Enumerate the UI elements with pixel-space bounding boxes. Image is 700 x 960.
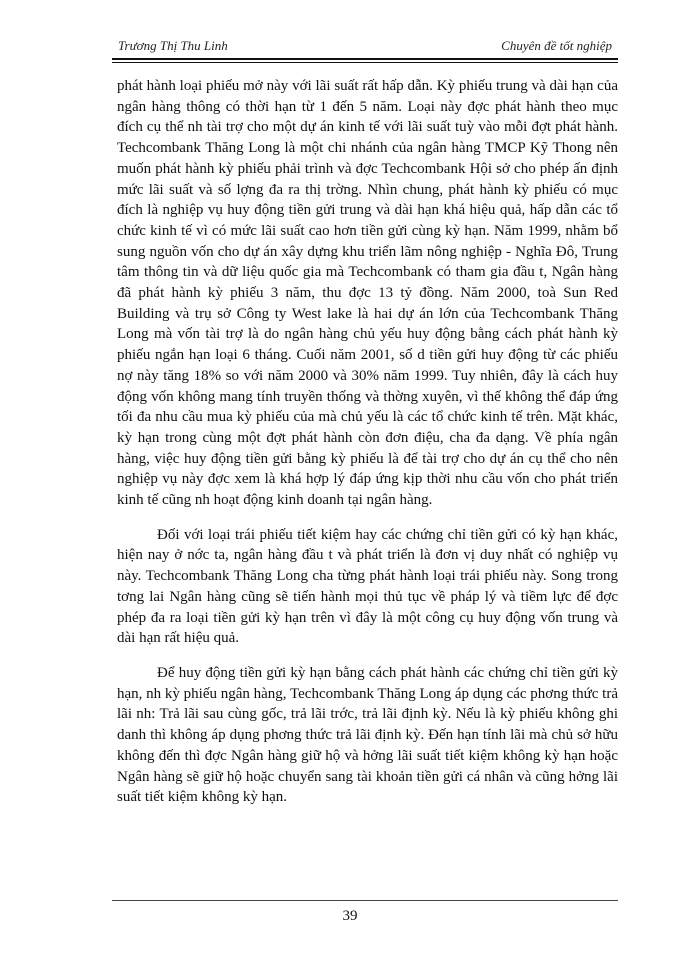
header-rule-thin [112, 62, 618, 63]
page-number: 39 [342, 908, 358, 924]
paragraph-2: Đối với loại trái phiếu tiết kiệm hay các chứng chỉ tiền gửi có kỳ hạn khác, hiện nay ở nớc ta, ngân hàng đầu t và phát triển là đơn vị duy nhất có nghiệp vụ này. Techcombank Thăng Long cha từng phát hành loại trái phiếu này. Song trong tơng lai Ngân hàng cũng sẽ tiến hành mọi thủ tục về pháp lý và tiềm lực để đợc phép đa ra loại tiền gửi kỳ hạn trên vì đây là một công cụ huy động vốn trung và dài hạn rất hiệu quả. [117, 526, 618, 647]
paragraph-3: Để huy động tiền gửi kỳ hạn bằng cách phát hành các chứng chỉ tiền gửi kỳ hạn, nh kỳ phiếu ngân hàng, Techcombank Thăng Long áp dụng các phơng thức trả lãi nh: Trả lãi sau cùng gốc, trả lãi trớc, trả lãi định kỳ. Nếu là kỳ phiếu không ghi danh thì không áp dụng phơng thức trả lãi định kỳ. Đến hạn tính lãi mà chủ sở hữu không đến thì đợc Ngân hàng giữ hộ và hởng lãi suất tiết kiệm không kỳ hạn hoặc Ngân hàng sẽ giữ hộ hoặc chuyển sang tài khoản tiền gửi cá nhân và cũng hởng lãi suất tiết kiệm không kỳ hạn. [117, 664, 618, 806]
header-rule-thick [112, 58, 618, 60]
footer-rule [112, 900, 618, 901]
header-document-type: Chuyên đề tốt nghiệp [501, 38, 612, 53]
paragraph-1: phát hành loại phiếu mở này với lãi suất rất hấp dẫn. Kỳ phiếu trung và dài hạn của ngân hàng thông có thời hạn từ 1 đến 5 năm. Loại này đợc phát hành theo mục đích cụ thể nh tài trợ cho một dự án kinh tế với lãi suất tuỳ vào mỗi đợt phát hành. Techcombank Thăng Long là một chi nhánh của ngân hàng TMCP Kỹ Thong nên muốn phát hành kỳ phiếu phải trình và đợc Techcombank Hội sở cho phép ấn định mức lãi suất và số lợng đa ra thị trờng. Nhìn chung, phát hành kỳ phiếu có mục đích là nghiệp vụ huy động tiền gửi trung và dài hạn khá hiệu quả, hấp dẫn các tổ chức kinh tế vì có mức lãi suất cao hơn tiền gửi cùng kỳ hạn. Năm 1999, nhằm bổ sung nguồn vốn cho dự án xây dựng khu triển lãm nông nghiệp - Nghĩa Đô, Trung tâm thông tin và dữ liệu quốc gia mà Techcombank có tham gia đầu t, Ngân hàng đã phát hành kỳ phiếu 3 năm, thu đợc 13 tỷ đồng. Năm 2000, toà Sun Red Building và trụ sở Công ty West lake là hai dự án lớn của Techcombank Thăng Long mà vốn tài trợ là do ngân hàng chủ yếu huy động bằng cách phát hành kỳ phiếu ngắn hạn loại 6 tháng. Cuối năm 2001, số d tiền gửi huy động từ các phiếu nợ này tăng 18% so với năm 2000 và 30% năm 1999. Tuy nhiên, đây là cách huy động vốn không mang tính truyền thống và thờng xuyên, vì thế không thể đáp ứng tối đa nhu cầu mua kỳ phiếu của mà chủ yếu là các tổ chức kinh tế trên. Mặt khác, kỳ hạn trong cùng một đợt phát hành còn đơn điệu, cha đa dạng. Về phía ngân hàng, việc huy động tiền gửi bằng kỳ phiếu là để tài trợ cho dự án cụ thể cho nên nghiệp vụ này đợc xem là khá hợp lý đáp ứng kịp thời nhu cầu vốn cho phát triển kinh tế cũng nh hoạt động kinh doanh tại ngân hàng. [117, 78, 618, 509]
header-author: Trương Thị Thu Linh [118, 38, 228, 53]
body-text [117, 76, 618, 808]
